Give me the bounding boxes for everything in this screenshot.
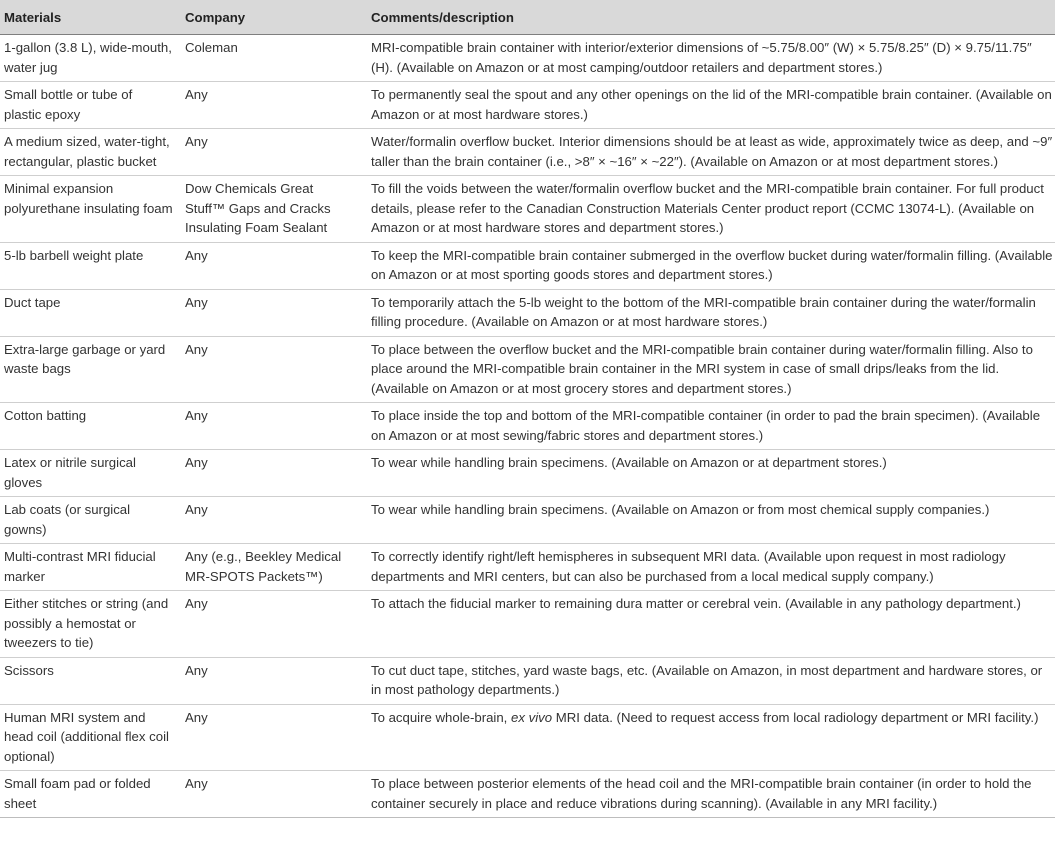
company-cell: Any [177, 497, 357, 544]
comment-cell [357, 129, 1055, 176]
material-cell: Either stitches or string (and possibly a hemostat or tweezers to tie) [0, 591, 177, 658]
table-header [0, 0, 1055, 35]
comment-cell [357, 704, 1055, 771]
comment-text: To place between the overflow bucket and the MRI-compatible brain container during water/formalin filling. Also to place around the MRI-compatible brain container in the MRI system in case of small drips/leaks from the lid. (Available on Amazon or at most grocery stores and department stores.) [371, 341, 1033, 396]
company-cell: Any [177, 450, 357, 497]
material-cell: Human MRI system and head coil (additional flex coil optional) [0, 704, 177, 771]
table-row [0, 657, 1055, 704]
material-cell: Small foam pad or folded sheet [0, 771, 177, 818]
company-cell: Any [177, 336, 357, 403]
company-cell: Dow Chemicals Great Stuff™ Gaps and Cracks Insulating Foam Sealant [177, 176, 357, 243]
material-cell: 5-lb barbell weight plate [0, 242, 177, 289]
material-cell: Scissors [0, 657, 177, 704]
comment-cell [357, 242, 1055, 289]
company-cell: Any [177, 242, 357, 289]
company-cell: Any (e.g., Beekley Medical MR-SPOTS Packets™) [177, 544, 357, 591]
table-row [0, 771, 1055, 818]
comment-text: Water/formalin overflow bucket. Interior dimensions should be at least as wide, approximately twice as deep, and ~9″ taller than the brain container (i.e., >8″ × ~16″ × ~22″). (Available on Amazon or at most department stores.) [371, 134, 1053, 169]
company-cell: Any [177, 403, 357, 450]
comment-cell [357, 35, 1055, 82]
company-cell: Any [177, 129, 357, 176]
comment-text: To fill the voids between the water/formalin overflow bucket and the MRI-compatible brain container. For full product details, please refer to the Canadian Construction Materials Center product report (CCMC 13074-L). (Available on Amazon or at most hardware stores and department stores.) [371, 181, 1044, 235]
comment-cell [357, 289, 1055, 336]
comment-text: To attach the fiducial marker to remaining dura matter or cerebral vein. (Available in any pathology department.) [371, 596, 1021, 611]
table-row [0, 336, 1055, 403]
table-row [0, 497, 1055, 544]
company-cell: Any [177, 704, 357, 771]
company-cell: Any [177, 289, 357, 336]
material-cell: Latex or nitrile surgical gloves [0, 450, 177, 497]
header-row [0, 0, 1055, 35]
comment-cell [357, 450, 1055, 497]
table-row [0, 289, 1055, 336]
comment-cell [357, 176, 1055, 243]
table-row [0, 544, 1055, 591]
table-row [0, 129, 1055, 176]
material-cell: Minimal expansion polyurethane insulating foam [0, 176, 177, 243]
table-row [0, 242, 1055, 289]
comment-cell [357, 591, 1055, 658]
comment-cell [357, 657, 1055, 704]
comment-text: To correctly identify right/left hemispheres in subsequent MRI data. (Available upon request in most radiology departments and MRI centers, but can also be purchased from a local medical supply company.) [371, 549, 1006, 584]
comment-text: To keep the MRI-compatible brain container submerged in the overflow bucket during water/formalin filling. (Available on Amazon or at most sporting goods stores and department stores.) [371, 247, 1053, 282]
company-cell: Coleman [177, 35, 357, 82]
comment-text: To acquire whole-brain, [371, 709, 512, 725]
comment-text: To place inside the top and bottom of the MRI-compatible container (in order to pad the brain specimen). (Available on Amazon or at most sewing/fabric stores and department stores.) [371, 408, 1041, 443]
table-row [0, 176, 1055, 243]
table-row [0, 35, 1055, 82]
material-cell: Extra-large garbage or yard waste bags [0, 336, 177, 403]
comment-italic-text: ex vivo [511, 709, 553, 725]
material-cell: Multi-contrast MRI fiducial marker [0, 544, 177, 591]
comment-cell [357, 336, 1055, 403]
material-cell: Lab coats (or surgical gowns) [0, 497, 177, 544]
material-cell: Small bottle or tube of plastic epoxy [0, 82, 177, 129]
comment-cell [357, 82, 1055, 129]
table-row [0, 450, 1055, 497]
table-row [0, 591, 1055, 658]
comment-cell [357, 497, 1055, 544]
comment-cell [357, 771, 1055, 818]
comment-text: MRI data. (Need to request access from local radiology department or MRI facility.) [552, 709, 1039, 725]
company-cell: Any [177, 657, 357, 704]
material-cell: A medium sized, water-tight, rectangular, plastic bucket [0, 129, 177, 176]
table-body [0, 35, 1055, 818]
table-row [0, 704, 1055, 771]
header-company: Company [177, 0, 357, 35]
material-cell: 1-gallon (3.8 L), wide-mouth, water jug [0, 35, 177, 82]
comment-cell [357, 403, 1055, 450]
header-comments: Comments/description [357, 0, 1055, 35]
company-cell: Any [177, 771, 357, 818]
comment-text: To wear while handling brain specimens. (Available on Amazon or from most chemical supply companies.) [371, 502, 990, 517]
comment-text: To place between posterior elements of the head coil and the MRI-compatible brain container (in order to hold the container securely in place and reduce vibrations during scanning). (Available in any MRI facility.) [371, 776, 1032, 811]
comment-text: To temporarily attach the 5-lb weight to the bottom of the MRI-compatible brain container during the water/formalin filling procedure. (Available on Amazon or at most hardware stores.) [371, 294, 1036, 329]
comment-text: MRI-compatible brain container with interior/exterior dimensions of ~5.75/8.00″ (W) × 5.75/8.25″ (D) × 9.75/11.75″ (H). (Available on Amazon or at most camping/outdoor retailers and department stores.) [371, 40, 1032, 75]
table-row [0, 82, 1055, 129]
comment-cell [357, 544, 1055, 591]
company-cell: Any [177, 591, 357, 658]
material-cell: Duct tape [0, 289, 177, 336]
material-cell: Cotton batting [0, 403, 177, 450]
comment-text: To permanently seal the spout and any other openings on the lid of the MRI-compatible brain container. (Available on Amazon or at most hardware stores.) [371, 87, 1052, 122]
company-cell: Any [177, 82, 357, 129]
comment-text: To cut duct tape, stitches, yard waste bags, etc. (Available on Amazon, in most department and hardware stores, or in most pathology departments.) [371, 662, 1043, 697]
header-materials: Materials [0, 0, 177, 35]
comment-text: To wear while handling brain specimens. (Available on Amazon or at department stores.) [371, 455, 887, 470]
table-row [0, 403, 1055, 450]
